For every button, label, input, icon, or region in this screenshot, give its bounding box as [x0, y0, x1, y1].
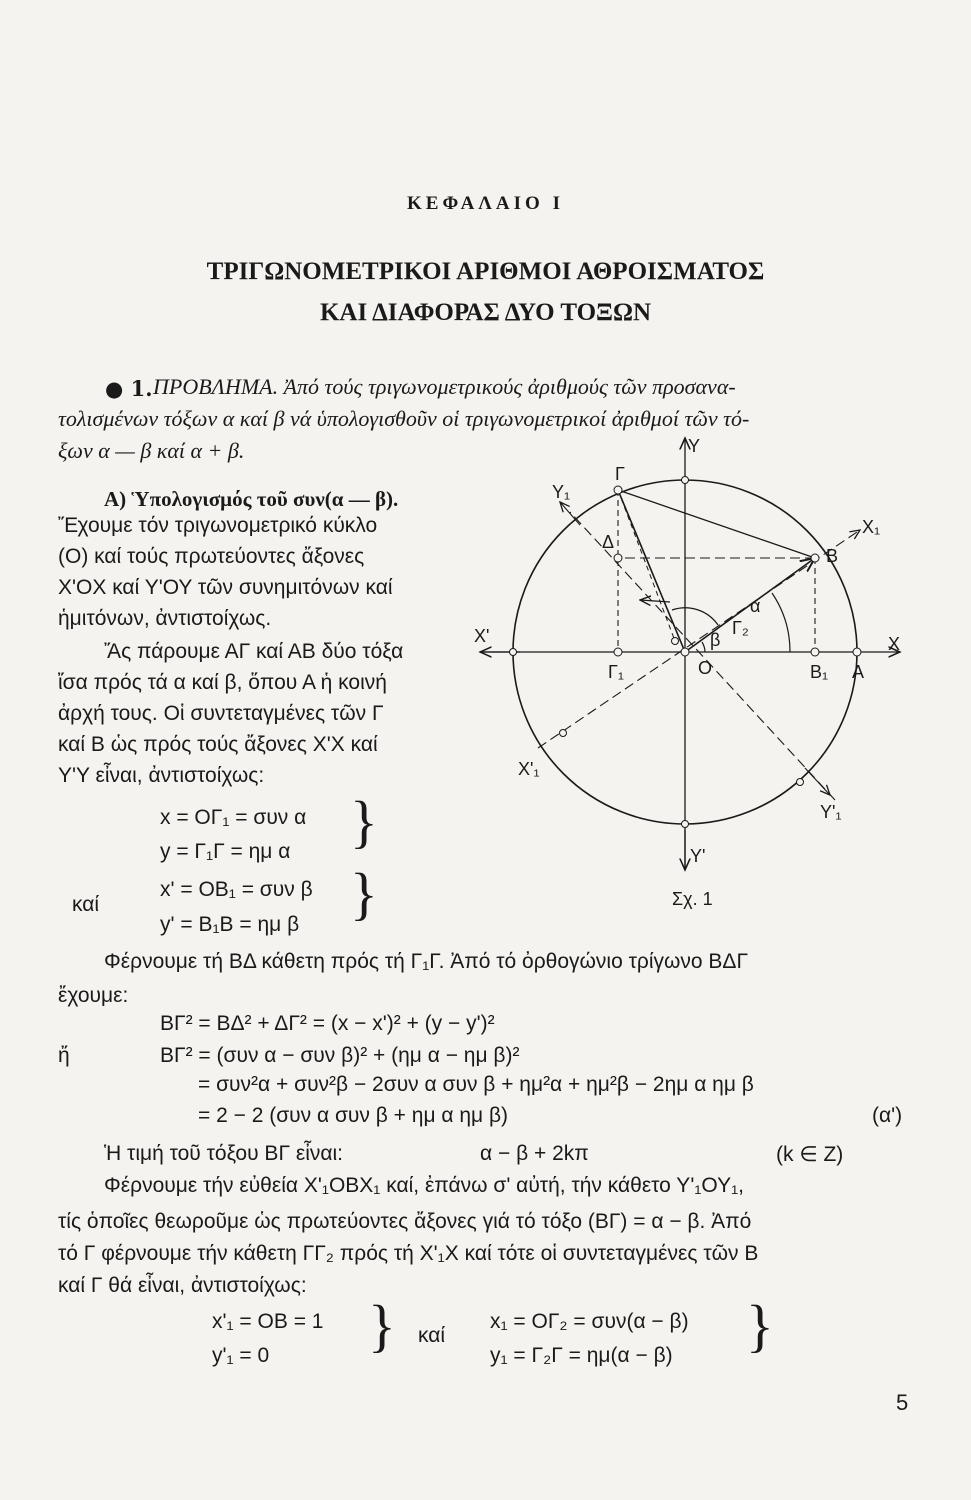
derivation-2: ΒΓ² = (συν α − συν β)² + (ημ α − ημ β)² [160, 1044, 520, 1067]
text-line: καί Γ θά εἶναι, ἀντιστοίχως: [58, 1274, 307, 1297]
text-line: ἔχουμε: [58, 984, 129, 1007]
text-line: καί Β ὡς πρός τούς ἄξονες Χ'Χ καί [58, 733, 378, 756]
label-beta: β [710, 630, 721, 650]
final-a2: y'₁ = 0 [212, 1344, 270, 1367]
text-line: ἴσα πρός τά α καί β, ὅπου Α ἡ κοινή [58, 671, 387, 694]
section-a-heading: Α) Ὑπολογισμός τοῦ συν(α — β). [104, 487, 399, 511]
label-Yp: Υ' [690, 846, 706, 866]
text-line: Χ'ΟΧ καί Υ'ΟΥ τῶν συνημιτόνων καί [58, 576, 393, 599]
brace-right: } [350, 789, 378, 854]
label-O: Ο [698, 658, 713, 678]
brace-right: } [368, 1293, 396, 1358]
label-Y1p: Υ'₁ [820, 802, 842, 822]
chapter-title-line2: ΚΑΙ ΔΙΑΦΟΡΑΣ ΔΥΟ ΤΟΞΩΝ [319, 299, 652, 326]
problem-line2: τολισμένων τόξων α καί β νά ὑπολογισθοῦν οἱ τριγωνομετρικοί ἀριθμοί τῶν τό- [58, 406, 750, 431]
derivation-eta: ἤ [58, 1044, 70, 1067]
label-G2: Γ₂ [732, 618, 749, 638]
text-line: Ἄς πάρουμε ΑΓ καί ΑΒ δύο τόξα [104, 640, 404, 663]
final-b2: y₁ = Γ₂Γ = ημ(α − β) [490, 1344, 673, 1367]
coord-xp: x' = ΟΒ₁ = συν β [160, 878, 313, 901]
chapter-title-line1: ΤΡΙΓΩΝΟΜΕΤΡΙΚΟΙ ΑΡΙΘΜΟΙ ΑΘΡΟΙΣΜΑΤΟΣ [206, 258, 765, 285]
unit-circle-figure [460, 430, 920, 910]
label-G: Γ [615, 464, 625, 484]
brace-right: } [746, 1293, 774, 1358]
equation-tag: (α') [872, 1104, 903, 1127]
text-line: τίς ὁποῖες θεωροῦμε ὡς πρωτεύοντες ἄξονες γιά τό τόξο (ΒΓ) = α − β. Ἀπό [58, 1210, 752, 1233]
final-a1: x'₁ = ΟΒ = 1 [212, 1310, 324, 1333]
problem-bullet: ● 1. [105, 376, 153, 401]
y1-axis [570, 512, 835, 800]
final-kai: καί [418, 1324, 446, 1347]
label-Y: Υ [688, 436, 701, 456]
label-Y1: Υ₁ [552, 482, 571, 502]
derivation-1: ΒΓ² = ΒΔ² + ΔΓ² = (x − x')² + (y − y')² [160, 1012, 495, 1035]
figure-caption: Σχ. 1 [672, 889, 713, 909]
coord-yp: y' = Β₁Β = ημ β [160, 913, 300, 936]
radius-og [618, 490, 685, 652]
label-B1: Β₁ [810, 662, 829, 682]
final-b1: x₁ = ΟΓ₂ = συν(α − β) [490, 1310, 689, 1333]
label-A: Α [852, 662, 865, 682]
derivation-4: = 2 − 2 (συν α συν β + ημ α ημ β) [198, 1104, 509, 1127]
text-line: Ἡ τιμή τοῦ τόξου ΒΓ εἶναι: [104, 1142, 344, 1165]
page-number: 5 [896, 1390, 909, 1415]
label-G1: Γ₁ [608, 662, 624, 682]
text-line: Υ'Υ εἶναι, ἀντιστοίχως: [58, 764, 265, 787]
label-X: Χ [888, 634, 901, 654]
coord-y: y = Γ₁Γ = ημ α [160, 840, 291, 863]
problem-line3: ξων α — β καί α + β. [58, 438, 245, 463]
text-line: Φέρνουμε τή ΒΔ κάθετη πρός τή Γ₁Γ. Ἀπό τό ὀρθογώνιο τρίγωνο ΒΔΓ [104, 950, 749, 973]
brace-right: } [350, 861, 378, 926]
text-line: (Ο) καί τούς πρωτεύοντες ἄξονες [58, 545, 365, 568]
derivation-3: = συν²α + συν²β − 2συν α συν β + ημ²α + ημ²β − 2ημ α ημ β [198, 1073, 754, 1096]
chapter-heading: ΚΕΦΑΛΑΙΟ Ι [407, 193, 564, 214]
text-line: τό Γ φέρνουμε τήν κάθετη ΓΓ₂ πρός τή Χ'₁Χ καί τότε οἱ συντεταγμένες τῶν Β [58, 1242, 759, 1265]
label-X1: Χ₁ [862, 517, 881, 537]
text-line: Φέρνουμε τήν εὐθεία Χ'₁ΟΒΧ₁ καί, ἐπάνω σ' αὐτή, τήν κάθετο Υ'₁ΟΥ₁, [104, 1174, 744, 1197]
label-alpha: α [750, 596, 761, 616]
text-line: (k ∈ Ζ) [776, 1143, 844, 1166]
label-D: Δ [602, 532, 615, 552]
text-line: ἡμιτόνων, ἀντιστοίχως. [58, 607, 272, 630]
text-line: Ἔχουμε τόν τριγωνομετρικό κύκλο [58, 514, 378, 537]
kai-label: καί [72, 893, 100, 916]
label-Xp: Χ' [474, 626, 490, 646]
label-X1p: Χ'₁ [518, 759, 540, 779]
x1-axis [538, 530, 860, 748]
problem-line1: ΠΡΟΒΛΗΜΑ. Ἀπό τούς τριγωνομετρικούς ἀριθμούς τῶν προσανα- [153, 374, 736, 399]
coord-x: x = ΟΓ₁ = συν α [160, 806, 307, 829]
text-line: α − β + 2kπ [480, 1142, 589, 1165]
label-B: Β [826, 546, 839, 566]
text-line: ἀρχή τους. Οἱ συντεταγμένες τῶν Γ [58, 702, 384, 725]
